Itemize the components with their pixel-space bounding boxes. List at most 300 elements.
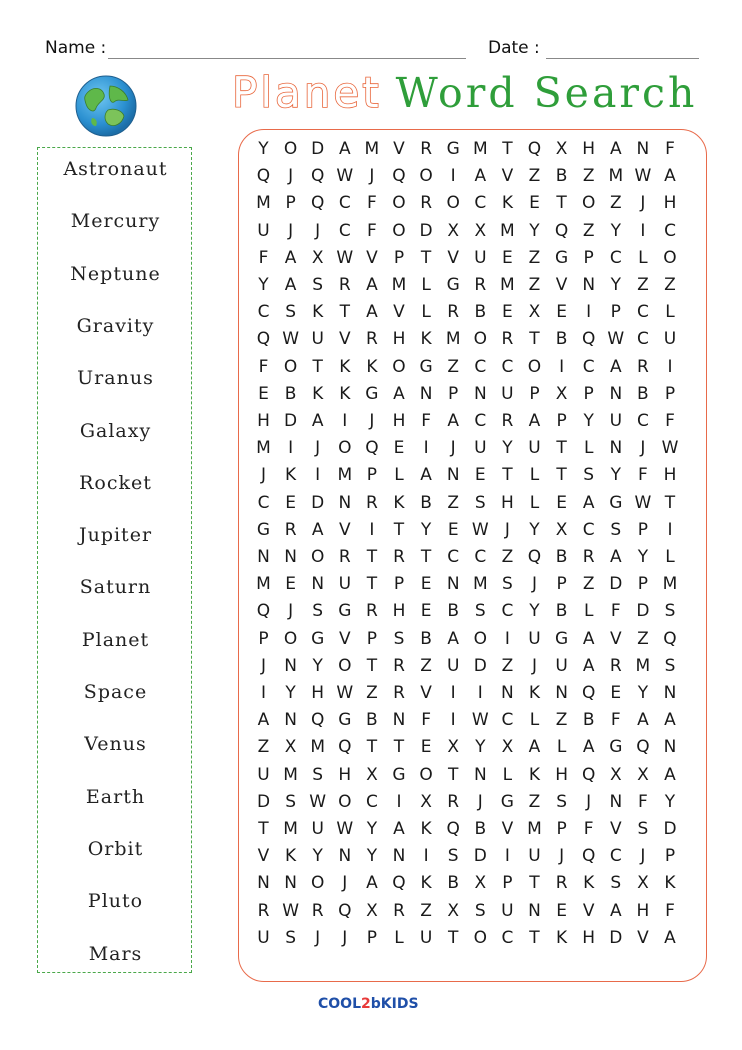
grid-letter[interactable]: R bbox=[365, 329, 378, 350]
grid-letter[interactable]: L bbox=[421, 302, 431, 323]
grid-letter[interactable]: J bbox=[288, 601, 294, 622]
grid-letter[interactable]: X bbox=[555, 139, 568, 159]
grid-letter[interactable]: P bbox=[556, 411, 567, 431]
grid-letter[interactable]: B bbox=[474, 819, 487, 839]
grid-letter[interactable]: E bbox=[529, 193, 540, 214]
grid-letter[interactable]: V bbox=[501, 819, 514, 839]
grid-letter[interactable]: V bbox=[609, 628, 622, 649]
grid-letter[interactable]: L bbox=[665, 302, 675, 323]
grid-letter[interactable]: Y bbox=[610, 275, 621, 295]
date-line[interactable] bbox=[546, 58, 699, 59]
grid-letter[interactable]: E bbox=[556, 492, 567, 513]
grid-letter[interactable]: C bbox=[365, 791, 378, 812]
grid-letter[interactable]: S bbox=[285, 302, 296, 323]
grid-letter[interactable]: S bbox=[664, 601, 676, 622]
grid-letter[interactable]: U bbox=[609, 411, 623, 431]
grid-letter[interactable]: Y bbox=[420, 519, 432, 540]
grid-letter[interactable]: A bbox=[257, 710, 270, 731]
grid-letter[interactable]: N bbox=[609, 438, 623, 459]
grid-letter[interactable]: L bbox=[665, 547, 675, 567]
grid-letter[interactable]: F bbox=[638, 465, 648, 486]
grid-letter[interactable]: X bbox=[474, 873, 487, 894]
grid-letter[interactable]: R bbox=[420, 193, 432, 214]
grid-letter[interactable]: I bbox=[640, 220, 646, 241]
grid-letter[interactable]: T bbox=[502, 465, 513, 486]
grid-letter[interactable]: O bbox=[338, 791, 352, 812]
grid-letter[interactable]: K bbox=[556, 927, 568, 948]
grid-letter[interactable]: F bbox=[258, 247, 269, 268]
grid-letter[interactable]: M bbox=[445, 329, 461, 350]
grid-letter[interactable]: U bbox=[257, 927, 270, 948]
grid-letter[interactable]: J bbox=[369, 166, 375, 187]
grid-letter[interactable]: V bbox=[366, 247, 378, 268]
grid-letter[interactable]: O bbox=[473, 628, 487, 649]
grid-letter[interactable]: S bbox=[447, 846, 459, 867]
grid-letter[interactable]: Y bbox=[258, 275, 269, 295]
grid-letter[interactable]: A bbox=[284, 275, 297, 295]
grid-letter[interactable]: X bbox=[555, 383, 568, 404]
grid-letter[interactable]: A bbox=[393, 383, 405, 404]
grid-letter[interactable]: G bbox=[365, 383, 379, 404]
grid-letter[interactable]: O bbox=[338, 655, 352, 676]
grid-letter[interactable]: U bbox=[474, 247, 487, 268]
grid-letter[interactable]: Y bbox=[502, 438, 513, 459]
grid-letter[interactable]: C bbox=[664, 220, 676, 241]
grid-letter[interactable]: M bbox=[283, 819, 298, 839]
grid-letter[interactable]: R bbox=[501, 329, 514, 350]
grid-letter[interactable]: Z bbox=[664, 275, 676, 295]
grid-letter[interactable]: G bbox=[555, 628, 569, 649]
grid-letter[interactable]: D bbox=[609, 574, 623, 595]
grid-letter[interactable]: P bbox=[448, 383, 459, 404]
grid-letter[interactable]: N bbox=[609, 383, 623, 404]
grid-letter[interactable]: W bbox=[309, 791, 327, 812]
grid-letter[interactable]: U bbox=[446, 655, 460, 676]
grid-letter[interactable]: R bbox=[582, 547, 595, 567]
grid-letter[interactable]: K bbox=[420, 329, 432, 350]
grid-letter[interactable]: N bbox=[663, 737, 677, 758]
grid-letter[interactable]: R bbox=[338, 275, 351, 295]
grid-letter[interactable]: R bbox=[311, 900, 324, 921]
grid-letter[interactable]: A bbox=[528, 737, 541, 758]
grid-letter[interactable]: N bbox=[338, 492, 352, 513]
grid-letter[interactable]: R bbox=[609, 655, 622, 676]
grid-letter[interactable]: F bbox=[367, 193, 377, 214]
grid-letter[interactable]: C bbox=[338, 193, 351, 214]
grid-letter[interactable]: Q bbox=[310, 193, 325, 214]
grid-letter[interactable]: C bbox=[474, 547, 487, 567]
grid-letter[interactable]: Q bbox=[581, 329, 596, 350]
grid-letter[interactable]: J bbox=[640, 846, 646, 867]
grid-letter[interactable]: O bbox=[283, 356, 298, 377]
grid-letter[interactable]: R bbox=[393, 900, 405, 921]
grid-letter[interactable]: K bbox=[664, 873, 676, 894]
grid-letter[interactable]: B bbox=[474, 302, 487, 323]
grid-letter[interactable]: I bbox=[423, 438, 429, 459]
grid-letter[interactable]: A bbox=[609, 900, 622, 921]
grid-letter[interactable]: M bbox=[364, 139, 380, 159]
grid-letter[interactable]: K bbox=[312, 302, 324, 323]
grid-letter[interactable]: L bbox=[638, 247, 648, 268]
grid-letter[interactable]: A bbox=[582, 628, 595, 649]
grid-letter[interactable]: Z bbox=[447, 356, 460, 377]
grid-letter[interactable]: V bbox=[501, 166, 514, 187]
grid-letter[interactable]: S bbox=[312, 601, 324, 622]
grid-letter[interactable]: W bbox=[282, 329, 299, 350]
grid-letter[interactable]: Q bbox=[554, 220, 569, 241]
grid-letter[interactable]: A bbox=[609, 139, 622, 159]
grid-letter[interactable]: R bbox=[501, 411, 514, 431]
grid-letter[interactable]: X bbox=[366, 764, 378, 785]
grid-letter[interactable]: B bbox=[637, 383, 649, 404]
grid-letter[interactable]: V bbox=[393, 302, 405, 323]
grid-letter[interactable]: V bbox=[338, 329, 351, 350]
grid-letter[interactable]: T bbox=[366, 737, 378, 758]
grid-letter[interactable]: X bbox=[420, 791, 432, 812]
grid-letter[interactable]: T bbox=[366, 547, 378, 567]
grid-letter[interactable]: H bbox=[392, 329, 406, 350]
grid-letter[interactable]: H bbox=[555, 764, 568, 785]
grid-letter[interactable]: G bbox=[446, 275, 460, 295]
grid-letter[interactable]: Z bbox=[609, 193, 622, 214]
grid-letter[interactable]: A bbox=[393, 819, 405, 839]
grid-letter[interactable]: K bbox=[528, 683, 541, 703]
grid-letter[interactable]: A bbox=[582, 737, 595, 758]
grid-letter[interactable]: I bbox=[477, 683, 483, 703]
grid-letter[interactable]: O bbox=[338, 438, 352, 459]
grid-letter[interactable]: A bbox=[474, 166, 487, 187]
grid-letter[interactable]: T bbox=[664, 492, 676, 513]
grid-letter[interactable]: J bbox=[504, 519, 510, 540]
grid-letter[interactable]: E bbox=[420, 601, 432, 622]
grid-letter[interactable]: I bbox=[586, 302, 592, 323]
grid-letter[interactable]: W bbox=[336, 683, 354, 703]
grid-letter[interactable]: Q bbox=[581, 683, 596, 703]
grid-letter[interactable]: C bbox=[501, 601, 514, 622]
grid-letter[interactable]: G bbox=[500, 791, 514, 812]
grid-letter[interactable]: I bbox=[450, 683, 456, 703]
grid-letter[interactable]: I bbox=[315, 465, 321, 486]
grid-letter[interactable]: V bbox=[609, 819, 622, 839]
grid-letter[interactable]: V bbox=[447, 247, 459, 268]
grid-letter[interactable]: Z bbox=[420, 655, 432, 676]
grid-letter[interactable]: Z bbox=[528, 247, 541, 268]
grid-letter[interactable]: T bbox=[312, 356, 323, 377]
grid-letter[interactable]: L bbox=[421, 275, 431, 295]
grid-letter[interactable]: L bbox=[502, 764, 513, 785]
grid-letter[interactable]: Q bbox=[392, 873, 406, 894]
grid-letter[interactable]: K bbox=[339, 356, 351, 377]
grid-letter[interactable]: D bbox=[473, 846, 487, 867]
grid-letter[interactable]: Q bbox=[581, 846, 596, 867]
grid-letter[interactable]: Y bbox=[610, 220, 621, 241]
grid-letter[interactable]: C bbox=[636, 329, 649, 350]
grid-letter[interactable]: E bbox=[556, 302, 567, 323]
grid-letter[interactable]: L bbox=[583, 438, 594, 459]
grid-letter[interactable]: T bbox=[502, 139, 513, 159]
grid-letter[interactable]: B bbox=[284, 383, 297, 404]
grid-letter[interactable]: L bbox=[529, 492, 540, 513]
grid-letter[interactable]: W bbox=[282, 900, 299, 921]
grid-letter[interactable]: P bbox=[393, 574, 405, 595]
grid-letter[interactable]: R bbox=[365, 601, 378, 622]
grid-letter[interactable]: H bbox=[257, 411, 270, 431]
grid-letter[interactable]: Y bbox=[258, 139, 269, 159]
grid-letter[interactable]: B bbox=[555, 601, 568, 622]
grid-letter[interactable]: M bbox=[256, 574, 271, 595]
grid-letter[interactable]: R bbox=[257, 900, 270, 921]
grid-letter[interactable]: I bbox=[342, 411, 348, 431]
grid-letter[interactable]: C bbox=[609, 846, 622, 867]
grid-letter[interactable]: F bbox=[610, 710, 621, 731]
grid-letter[interactable]: R bbox=[555, 873, 568, 894]
grid-letter[interactable]: N bbox=[257, 547, 270, 567]
grid-letter[interactable]: D bbox=[663, 819, 677, 839]
grid-letter[interactable]: K bbox=[339, 383, 351, 404]
grid-letter[interactable]: J bbox=[477, 791, 483, 812]
grid-letter[interactable]: D bbox=[311, 492, 325, 513]
grid-letter[interactable]: P bbox=[556, 574, 567, 595]
grid-letter[interactable]: G bbox=[609, 737, 623, 758]
grid-letter[interactable]: X bbox=[637, 873, 649, 894]
grid-letter[interactable]: H bbox=[392, 411, 406, 431]
grid-letter[interactable]: T bbox=[366, 574, 378, 595]
grid-letter[interactable]: A bbox=[420, 465, 432, 486]
grid-letter[interactable]: C bbox=[582, 519, 595, 540]
grid-letter[interactable]: L bbox=[556, 737, 567, 758]
grid-letter[interactable]: R bbox=[365, 492, 378, 513]
grid-letter[interactable]: J bbox=[342, 873, 348, 894]
grid-letter[interactable]: S bbox=[393, 628, 405, 649]
grid-letter[interactable]: U bbox=[419, 927, 433, 948]
grid-letter[interactable]: C bbox=[609, 247, 622, 268]
grid-letter[interactable]: C bbox=[501, 710, 514, 731]
grid-letter[interactable]: O bbox=[527, 356, 542, 377]
grid-letter[interactable]: K bbox=[393, 492, 405, 513]
grid-letter[interactable]: M bbox=[500, 220, 515, 241]
grid-letter[interactable]: A bbox=[637, 710, 649, 731]
grid-letter[interactable]: C bbox=[447, 547, 460, 567]
grid-letter[interactable]: E bbox=[285, 492, 296, 513]
grid-letter[interactable]: A bbox=[664, 166, 676, 187]
grid-letter[interactable]: Z bbox=[528, 275, 541, 295]
grid-letter[interactable]: A bbox=[338, 139, 351, 159]
grid-letter[interactable]: Z bbox=[555, 710, 568, 731]
grid-letter[interactable]: N bbox=[636, 139, 650, 159]
grid-letter[interactable]: M bbox=[310, 737, 326, 758]
grid-letter[interactable]: K bbox=[366, 356, 378, 377]
grid-letter[interactable]: L bbox=[394, 927, 404, 948]
grid-letter[interactable]: I bbox=[369, 519, 375, 540]
grid-letter[interactable]: U bbox=[474, 438, 487, 459]
grid-letter[interactable]: S bbox=[583, 465, 595, 486]
grid-letter[interactable]: H bbox=[663, 465, 677, 486]
grid-letter[interactable]: Q bbox=[310, 166, 325, 187]
grid-letter[interactable]: M bbox=[472, 139, 488, 159]
grid-letter[interactable]: I bbox=[667, 356, 673, 377]
grid-letter[interactable]: P bbox=[393, 247, 405, 268]
grid-letter[interactable]: Z bbox=[257, 737, 270, 758]
grid-letter[interactable]: K bbox=[285, 465, 297, 486]
grid-letter[interactable]: P bbox=[664, 383, 676, 404]
grid-letter[interactable]: Y bbox=[366, 819, 378, 839]
grid-letter[interactable]: O bbox=[446, 193, 460, 214]
grid-letter[interactable]: T bbox=[529, 927, 540, 948]
grid-letter[interactable]: Z bbox=[637, 628, 649, 649]
grid-letter[interactable]: X bbox=[447, 900, 460, 921]
grid-letter[interactable]: G bbox=[446, 139, 460, 159]
grid-letter[interactable]: A bbox=[311, 519, 324, 540]
grid-letter[interactable]: O bbox=[283, 139, 298, 159]
grid-letter[interactable]: F bbox=[665, 411, 675, 431]
grid-letter[interactable]: Y bbox=[312, 846, 323, 867]
grid-letter[interactable]: O bbox=[310, 873, 325, 894]
grid-letter[interactable]: D bbox=[636, 601, 650, 622]
grid-letter[interactable]: E bbox=[420, 737, 432, 758]
grid-letter[interactable]: T bbox=[556, 193, 567, 214]
grid-letter[interactable]: Q bbox=[581, 764, 596, 785]
grid-letter[interactable]: E bbox=[556, 900, 567, 921]
grid-letter[interactable]: G bbox=[311, 628, 325, 649]
grid-letter[interactable]: S bbox=[610, 873, 622, 894]
grid-letter[interactable]: Z bbox=[528, 166, 541, 187]
grid-letter[interactable]: E bbox=[474, 465, 486, 486]
grid-letter[interactable]: B bbox=[366, 710, 378, 731]
grid-letter[interactable]: A bbox=[366, 873, 378, 894]
grid-letter[interactable]: S bbox=[556, 791, 567, 812]
grid-letter[interactable]: J bbox=[559, 846, 565, 867]
grid-letter[interactable]: I bbox=[396, 791, 402, 812]
grid-letter[interactable]: R bbox=[420, 139, 432, 159]
grid-letter[interactable]: Q bbox=[527, 547, 542, 567]
grid-letter[interactable]: T bbox=[393, 737, 405, 758]
grid-letter[interactable]: I bbox=[450, 710, 456, 731]
grid-letter[interactable]: M bbox=[527, 819, 542, 839]
grid-letter[interactable]: M bbox=[608, 166, 624, 187]
grid-letter[interactable]: K bbox=[312, 383, 324, 404]
grid-letter[interactable]: S bbox=[501, 574, 513, 595]
grid-letter[interactable]: B bbox=[555, 329, 568, 350]
grid-letter[interactable]: A bbox=[366, 302, 378, 323]
grid-letter[interactable]: D bbox=[473, 655, 487, 676]
grid-letter[interactable]: C bbox=[257, 302, 270, 323]
grid-letter[interactable]: X bbox=[311, 247, 324, 268]
grid-letter[interactable]: Z bbox=[366, 683, 378, 703]
grid-letter[interactable]: C bbox=[501, 356, 514, 377]
grid-letter[interactable]: Y bbox=[664, 791, 676, 812]
grid-letter[interactable]: C bbox=[501, 927, 514, 948]
grid-letter[interactable]: Y bbox=[285, 683, 296, 703]
grid-letter[interactable]: A bbox=[284, 247, 297, 268]
grid-letter[interactable]: M bbox=[472, 574, 488, 595]
grid-letter[interactable]: E bbox=[447, 519, 459, 540]
grid-letter[interactable]: O bbox=[419, 764, 433, 785]
grid-letter[interactable]: X bbox=[609, 764, 622, 785]
grid-letter[interactable]: D bbox=[311, 139, 325, 159]
grid-letter[interactable]: U bbox=[528, 846, 541, 867]
grid-letter[interactable]: U bbox=[311, 329, 324, 350]
grid-letter[interactable]: S bbox=[474, 492, 486, 513]
grid-letter[interactable]: Q bbox=[636, 737, 650, 758]
grid-letter[interactable]: Y bbox=[529, 601, 540, 622]
grid-letter[interactable]: J bbox=[260, 655, 266, 676]
grid-letter[interactable]: N bbox=[284, 655, 297, 676]
grid-letter[interactable]: X bbox=[555, 519, 568, 540]
grid-letter[interactable]: J bbox=[531, 655, 537, 676]
grid-letter[interactable]: Y bbox=[475, 737, 486, 758]
grid-letter[interactable]: C bbox=[636, 302, 649, 323]
grid-letter[interactable]: O bbox=[392, 356, 406, 377]
grid-letter[interactable]: B bbox=[555, 547, 568, 567]
grid-letter[interactable]: Z bbox=[501, 547, 514, 567]
grid-letter[interactable]: H bbox=[500, 492, 514, 513]
grid-letter[interactable]: G bbox=[256, 519, 271, 540]
grid-letter[interactable]: A bbox=[311, 411, 324, 431]
grid-letter[interactable]: F bbox=[583, 819, 594, 839]
grid-letter[interactable]: P bbox=[285, 193, 296, 214]
grid-letter[interactable]: S bbox=[610, 519, 622, 540]
grid-letter[interactable]: Q bbox=[446, 819, 460, 839]
grid-letter[interactable]: A bbox=[366, 275, 378, 295]
grid-letter[interactable]: Z bbox=[420, 900, 432, 921]
grid-letter[interactable]: L bbox=[529, 465, 540, 486]
grid-letter[interactable]: C bbox=[636, 411, 649, 431]
grid-letter[interactable]: W bbox=[336, 819, 354, 839]
grid-letter[interactable]: M bbox=[256, 438, 271, 459]
grid-letter[interactable]: C bbox=[582, 356, 595, 377]
grid-letter[interactable]: U bbox=[501, 900, 514, 921]
grid-letter[interactable]: H bbox=[392, 601, 406, 622]
grid-letter[interactable]: Q bbox=[256, 601, 271, 622]
grid-letter[interactable]: X bbox=[501, 737, 514, 758]
grid-letter[interactable]: J bbox=[342, 927, 348, 948]
grid-letter[interactable]: Q bbox=[338, 900, 352, 921]
grid-letter[interactable]: N bbox=[582, 275, 596, 295]
grid-letter[interactable]: M bbox=[337, 465, 353, 486]
grid-letter[interactable]: T bbox=[447, 764, 459, 785]
grid-letter[interactable]: G bbox=[419, 356, 433, 377]
grid-letter[interactable]: P bbox=[258, 628, 269, 649]
grid-letter[interactable]: A bbox=[664, 927, 676, 948]
grid-letter[interactable]: P bbox=[529, 383, 540, 404]
grid-letter[interactable]: Q bbox=[256, 329, 271, 350]
grid-letter[interactable]: U bbox=[501, 383, 514, 404]
grid-letter[interactable]: G bbox=[338, 710, 352, 731]
grid-letter[interactable]: Y bbox=[312, 655, 323, 676]
grid-letter[interactable]: G bbox=[392, 764, 406, 785]
grid-letter[interactable]: A bbox=[664, 710, 676, 731]
grid-letter[interactable]: N bbox=[284, 547, 297, 567]
grid-letter[interactable]: Z bbox=[582, 574, 595, 595]
grid-letter[interactable]: S bbox=[312, 764, 324, 785]
grid-letter[interactable]: A bbox=[447, 628, 459, 649]
grid-letter[interactable]: K bbox=[528, 764, 541, 785]
grid-letter[interactable]: E bbox=[610, 683, 622, 703]
grid-letter[interactable]: H bbox=[636, 900, 650, 921]
grid-letter[interactable]: S bbox=[474, 900, 486, 921]
grid-letter[interactable]: O bbox=[581, 193, 596, 214]
grid-letter[interactable]: A bbox=[609, 547, 622, 567]
grid-letter[interactable]: M bbox=[635, 655, 651, 676]
grid-letter[interactable]: L bbox=[583, 601, 594, 622]
grid-letter[interactable]: T bbox=[420, 547, 432, 567]
grid-letter[interactable]: T bbox=[556, 438, 567, 459]
grid-letter[interactable]: Q bbox=[310, 710, 325, 731]
grid-letter[interactable]: Q bbox=[663, 628, 677, 649]
grid-letter[interactable]: N bbox=[284, 710, 297, 731]
grid-letter[interactable]: Z bbox=[582, 166, 595, 187]
grid-letter[interactable]: E bbox=[420, 574, 432, 595]
